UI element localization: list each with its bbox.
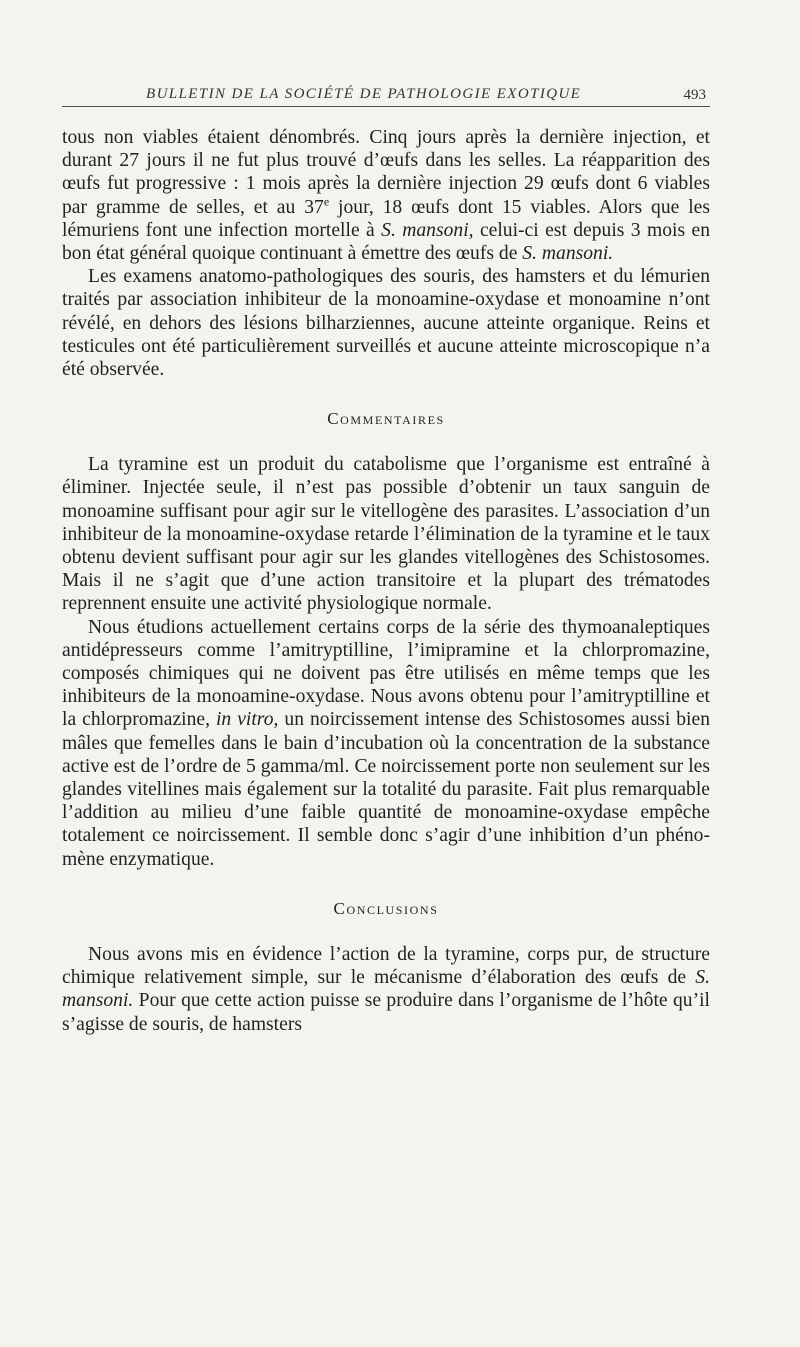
p5-text-b: Pour que cette action puisse se produire dans l’organisme de l’hôte qu’il s’agisse de souris, de hamsters [62, 990, 710, 1035]
paragraph-thymoanaleptiques [62, 616, 710, 871]
section-heading-commentaires: Commentaires [327, 409, 445, 429]
paragraph-continued [62, 126, 710, 265]
p1-text-a: tous non viables étaient dénombrés. Cinq jours après la dernière injection, et durant 27 jours il ne fut plus trouvé d’œufs dans les selles. La réapparition des œufs fut progressive : 1 mois après la dernière injection 29 œufs dont 6 viables par gramme de selles, et au 37 [62, 127, 710, 218]
ordinal-superscript: e [323, 194, 330, 209]
p1-text-b: jour, 18 œufs dont 15 viables. Alors que les lémuriens font une infection mortelle à [62, 196, 711, 241]
page-number: 493 [683, 87, 706, 103]
running-header [62, 84, 710, 107]
paragraph-tyramine: La tyramine est un produit du catabolisme que l’organisme est entraîné à éliminer. Injectée seule, il n’est pas possible d’obtenir un taux sanguin de monoamine suffisant pour agir sur le vitellogène des parasites. L’association d’un inhibiteur de la monoamine-oxydase retarde l’élimination de la tyramine et le taux obtenu devient suffisant pour agir sur les glandes vitellogènes des Schistosomes. Mais il ne s’agit que d’une action transitoire et la plupart des trématodes reprennent ensuite une activité physiologique normale. [62, 454, 710, 615]
p4-text-b: un noircissement intense des Schistosomes aussi bien mâles que femelles dans le bain d’incubation où la concentration de la substance active est de l’ordre de 5 gamma/ml. Ce noircissement porte non seulement sur les glandes vitellines mais également sur la totalité du parasite. Fait plus remarquable l’addition au milieu d’une faible quantité de monoamine-oxydase empêche totalement ce noircissement. Il semble donc s’agir d’une inhibition d’un phénomène enzymatique. [62, 709, 710, 870]
paragraph-conclusions [62, 943, 710, 1036]
species-name: S. mansoni, [381, 219, 474, 241]
species-name: S. mansoni. [62, 967, 710, 1012]
running-title: BULLETIN DE LA SOCIÉTÉ DE PATHOLOGIE EXOTIQUE [146, 86, 582, 102]
p5-text-a: Nous avons mis en évidence l’action de la tyramine, corps pur, de structure chimique relativement simple, sur le mécanisme d’élaboration des œufs de [62, 943, 710, 989]
in-vitro-term: in vitro, [215, 709, 279, 731]
paragraph-pathology: Les examens anatomo-pathologiques des souris, des hamsters et du lémurien traités par association inhibiteur de la monoamine-oxydase et monoamine n’ont révélé, en dehors des lésions bilharziennes, aucune atteinte organique. Reins et testicules ont été particulièrement surveillés et aucune atteinte microscopique n’a été observée. [62, 266, 710, 381]
section-heading-conclusions: Conclusions [333, 898, 439, 918]
p1-text-c: celui-ci est depuis 3 mois en bon état général quoique continuant à émettre des œufs de [62, 219, 710, 265]
article-body [62, 126, 710, 1036]
p4-text-a: Nous étudions actuellement certains corps de la série des thymoanaleptiques antidépresseurs comme l’amitryptilline, l’imipramine et la chlorpromazine, composés chimiques qui ne doivent pas être utilisés en même temps que les inhibiteurs de la monoamine-oxydase. Nous avons obtenu pour l’amitryptilline et la chlorpromazine, [62, 616, 710, 731]
species-name: S. mansoni. [522, 243, 614, 265]
